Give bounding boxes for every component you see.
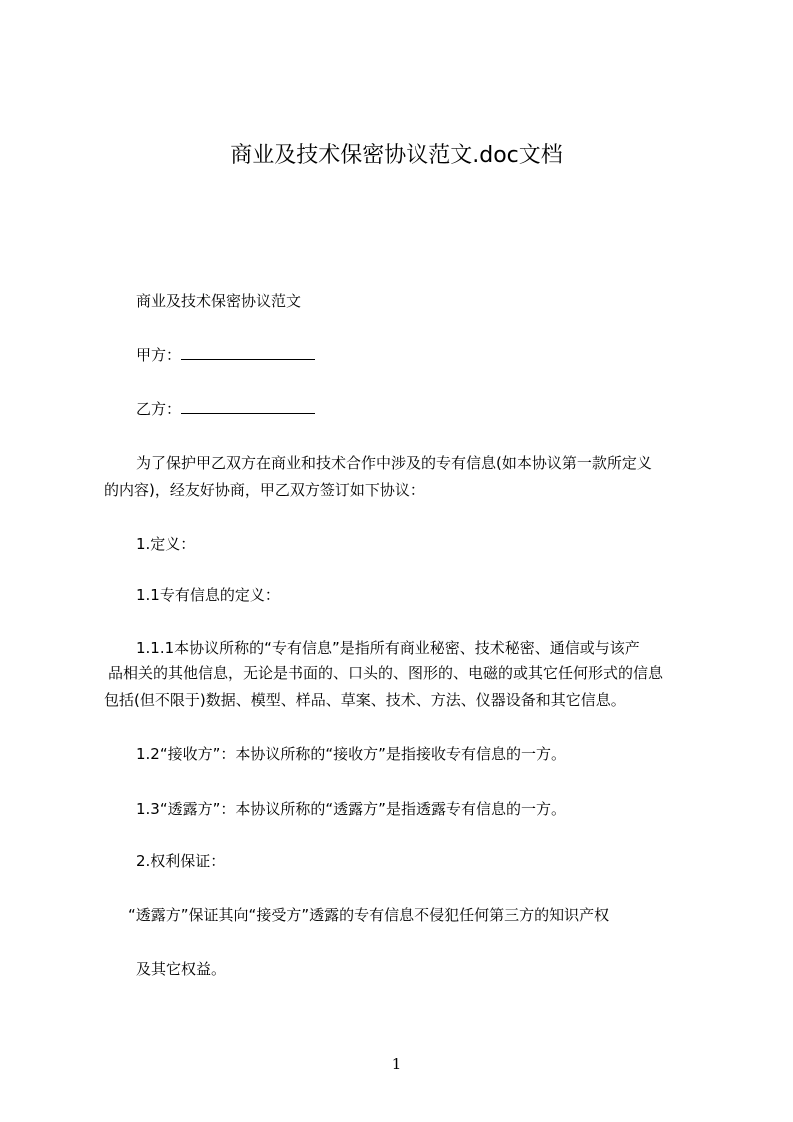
document-title: 商业及技术保密协议范文.doc文档: [230, 143, 563, 168]
party-b-blank: [181, 399, 315, 414]
intro-line-1: 为了保护甲乙双方在商业和技术合作中涉及的专有信息(如本协议第一款所定义: [136, 454, 652, 472]
party-b-label: 乙方：: [136, 400, 182, 418]
section-1-title: 1.定义：: [136, 535, 196, 553]
section-2-title: 2.权利保证：: [136, 852, 226, 870]
section-1-3: 1.3“透露方”：本协议所称的“透露方”是指透露专有信息的一方。: [136, 800, 566, 818]
section-2-line-2: 及其它权益。: [136, 960, 227, 978]
party-a-line: [136, 344, 315, 366]
section-1-1-1-line-1: 1.1.1本协议所称的“专有信息”是指所有商业秘密、技术秘密、通信或与该产: [136, 639, 640, 657]
party-a-blank: [181, 345, 315, 360]
section-1-1-1-line-2: 品相关的其他信息，无论是书面的、口头的、图形的、电磁的或其它任何形式的信息: [108, 664, 664, 682]
party-b-line: [136, 398, 315, 420]
party-a-label: 甲方：: [136, 346, 182, 364]
section-1-1-1-line-3: 包括(但不限于)数据、模型、样品、草案、技术、方法、仪器设备和其它信息。: [104, 691, 626, 709]
section-1-1-title: 1.1专有信息的定义：: [136, 586, 280, 604]
section-1-2: 1.2“接收方”：本协议所称的“接收方”是指接收专有信息的一方。: [136, 745, 566, 763]
section-2-line-1: “透露方”保证其向“接受方”透露的专有信息不侵犯任何第三方的知识产权: [128, 906, 610, 924]
intro-line-2: 的内容)，经友好协商，甲乙双方签订如下协议：: [104, 481, 425, 499]
agreement-heading: 商业及技术保密协议范文: [136, 292, 302, 310]
page-number: 1: [391, 1055, 402, 1073]
